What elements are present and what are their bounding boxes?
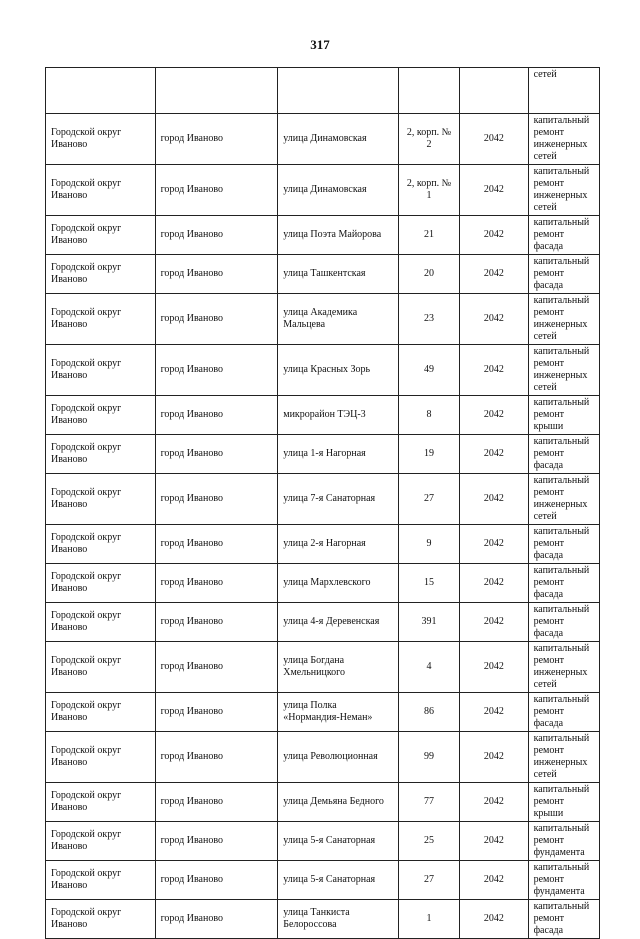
cell-work-type: капитальный ремонт фасада [528, 564, 599, 603]
cell-year [460, 68, 528, 114]
table-row [46, 693, 600, 732]
cell-year: 2042 [460, 255, 528, 294]
cell-okrug: Городской округ Иваново [46, 396, 156, 435]
cell-street: улица 1-я Нагорная [278, 435, 399, 474]
cell-house: 77 [398, 783, 459, 822]
cell-okrug: Городской округ Иваново [46, 822, 156, 861]
cell-house [398, 68, 459, 114]
cell-street: улица Динамовская [278, 165, 399, 216]
repair-schedule-table [45, 67, 600, 939]
table-row [46, 822, 600, 861]
cell-city: город Иваново [155, 345, 278, 396]
table-row [46, 435, 600, 474]
cell-city: город Иваново [155, 114, 278, 165]
table-row [46, 642, 600, 693]
cell-house: 2, корп. № 2 [398, 114, 459, 165]
table-row [46, 345, 600, 396]
table-row [46, 165, 600, 216]
cell-house: 20 [398, 255, 459, 294]
cell-year: 2042 [460, 525, 528, 564]
cell-work-type: капитальный ремонт фасада [528, 525, 599, 564]
cell-house: 86 [398, 693, 459, 732]
cell-house: 27 [398, 861, 459, 900]
cell-year: 2042 [460, 861, 528, 900]
cell-okrug: Городской округ Иваново [46, 165, 156, 216]
cell-house: 19 [398, 435, 459, 474]
cell-work-type: капитальный ремонт инженерных сетей [528, 732, 599, 783]
cell-city: город Иваново [155, 564, 278, 603]
cell-work-type: капитальный ремонт фасада [528, 693, 599, 732]
cell-street: улица Полка «Нормандия-Неман» [278, 693, 399, 732]
cell-city: город Иваново [155, 822, 278, 861]
cell-okrug: Городской округ Иваново [46, 255, 156, 294]
cell-okrug: Городской округ Иваново [46, 783, 156, 822]
cell-house: 27 [398, 474, 459, 525]
cell-city: город Иваново [155, 525, 278, 564]
cell-work-type: капитальный ремонт инженерных сетей [528, 642, 599, 693]
cell-work-type: капитальный ремонт крыши [528, 783, 599, 822]
table-body [46, 68, 600, 939]
cell-year: 2042 [460, 642, 528, 693]
cell-city: город Иваново [155, 642, 278, 693]
cell-street: улица Поэта Майорова [278, 216, 399, 255]
cell-work-type: сетей [528, 68, 599, 114]
cell-okrug: Городской округ Иваново [46, 732, 156, 783]
table-row [46, 474, 600, 525]
cell-city: город Иваново [155, 435, 278, 474]
cell-street: улица Мархлевского [278, 564, 399, 603]
table-row [46, 114, 600, 165]
cell-city: город Иваново [155, 693, 278, 732]
cell-city: город Иваново [155, 255, 278, 294]
cell-year: 2042 [460, 165, 528, 216]
cell-house: 15 [398, 564, 459, 603]
cell-street [278, 68, 399, 114]
cell-house: 21 [398, 216, 459, 255]
cell-okrug: Городской округ Иваново [46, 603, 156, 642]
cell-work-type: капитальный ремонт инженерных сетей [528, 165, 599, 216]
table-row [46, 255, 600, 294]
table-row [46, 861, 600, 900]
cell-city: город Иваново [155, 216, 278, 255]
cell-street: улица Красных Зорь [278, 345, 399, 396]
cell-city: город Иваново [155, 294, 278, 345]
table-row [46, 732, 600, 783]
cell-street: улица Демьяна Бедного [278, 783, 399, 822]
table-row [46, 564, 600, 603]
cell-street: улица Ташкентская [278, 255, 399, 294]
cell-street: улица 5-я Санаторная [278, 861, 399, 900]
cell-house: 99 [398, 732, 459, 783]
cell-street: улица Академика Мальцева [278, 294, 399, 345]
cell-house: 2, корп. № 1 [398, 165, 459, 216]
table-row-continuation [46, 68, 600, 114]
cell-work-type: капитальный ремонт фасада [528, 435, 599, 474]
cell-work-type: капитальный ремонт инженерных сетей [528, 345, 599, 396]
cell-city: город Иваново [155, 783, 278, 822]
table-row [46, 783, 600, 822]
cell-street: улица Богдана Хмельницкого [278, 642, 399, 693]
cell-okrug: Городской округ Иваново [46, 642, 156, 693]
cell-year: 2042 [460, 603, 528, 642]
cell-okrug: Городской округ Иваново [46, 114, 156, 165]
cell-year: 2042 [460, 732, 528, 783]
cell-city [155, 68, 278, 114]
cell-work-type: капитальный ремонт фасада [528, 255, 599, 294]
cell-work-type: капитальный ремонт фасада [528, 603, 599, 642]
cell-street: улица 7-я Санаторная [278, 474, 399, 525]
cell-house: 9 [398, 525, 459, 564]
table-row [46, 525, 600, 564]
cell-work-type: капитальный ремонт крыши [528, 396, 599, 435]
cell-city: город Иваново [155, 603, 278, 642]
cell-okrug: Городской округ Иваново [46, 693, 156, 732]
cell-work-type: капитальный ремонт фасада [528, 900, 599, 939]
cell-city: город Иваново [155, 165, 278, 216]
cell-work-type: капитальный ремонт фундамента [528, 822, 599, 861]
cell-street: микрорайон ТЭЦ-3 [278, 396, 399, 435]
cell-house: 1 [398, 900, 459, 939]
cell-street: улица Динамовская [278, 114, 399, 165]
cell-okrug: Городской округ Иваново [46, 900, 156, 939]
cell-okrug: Городской округ Иваново [46, 216, 156, 255]
cell-year: 2042 [460, 783, 528, 822]
cell-year: 2042 [460, 474, 528, 525]
page-number: 317 [310, 37, 330, 52]
cell-year: 2042 [460, 114, 528, 165]
cell-okrug: Городской округ Иваново [46, 564, 156, 603]
cell-house: 49 [398, 345, 459, 396]
cell-city: город Иваново [155, 396, 278, 435]
cell-okrug: Городской округ Иваново [46, 294, 156, 345]
cell-okrug: Городской округ Иваново [46, 525, 156, 564]
table-row [46, 396, 600, 435]
table-row [46, 900, 600, 939]
table-row [46, 603, 600, 642]
cell-house: 8 [398, 396, 459, 435]
cell-year: 2042 [460, 564, 528, 603]
cell-street: улица Танкиста Белороссова [278, 900, 399, 939]
cell-house: 391 [398, 603, 459, 642]
cell-year: 2042 [460, 693, 528, 732]
cell-year: 2042 [460, 435, 528, 474]
cell-okrug: Городской округ Иваново [46, 345, 156, 396]
cell-house: 23 [398, 294, 459, 345]
table-row [46, 216, 600, 255]
cell-year: 2042 [460, 396, 528, 435]
cell-work-type: капитальный ремонт фундамента [528, 861, 599, 900]
cell-year: 2042 [460, 294, 528, 345]
cell-year: 2042 [460, 822, 528, 861]
cell-work-type: капитальный ремонт инженерных сетей [528, 114, 599, 165]
cell-okrug: Городской округ Иваново [46, 474, 156, 525]
cell-year: 2042 [460, 345, 528, 396]
cell-work-type: капитальный ремонт инженерных сетей [528, 474, 599, 525]
cell-city: город Иваново [155, 732, 278, 783]
cell-street: улица 5-я Санаторная [278, 822, 399, 861]
cell-okrug: Городской округ Иваново [46, 861, 156, 900]
cell-house: 25 [398, 822, 459, 861]
table-row [46, 294, 600, 345]
cell-house: 4 [398, 642, 459, 693]
cell-year: 2042 [460, 900, 528, 939]
cell-street: улица 4-я Деревенская [278, 603, 399, 642]
cell-city: город Иваново [155, 474, 278, 525]
cell-work-type: капитальный ремонт фасада [528, 216, 599, 255]
cell-city: город Иваново [155, 861, 278, 900]
cell-street: улица 2-я Нагорная [278, 525, 399, 564]
cell-city: город Иваново [155, 900, 278, 939]
cell-okrug [46, 68, 156, 114]
cell-street: улица Революционная [278, 732, 399, 783]
cell-work-type: капитальный ремонт инженерных сетей [528, 294, 599, 345]
cell-okrug: Городской округ Иваново [46, 435, 156, 474]
cell-year: 2042 [460, 216, 528, 255]
